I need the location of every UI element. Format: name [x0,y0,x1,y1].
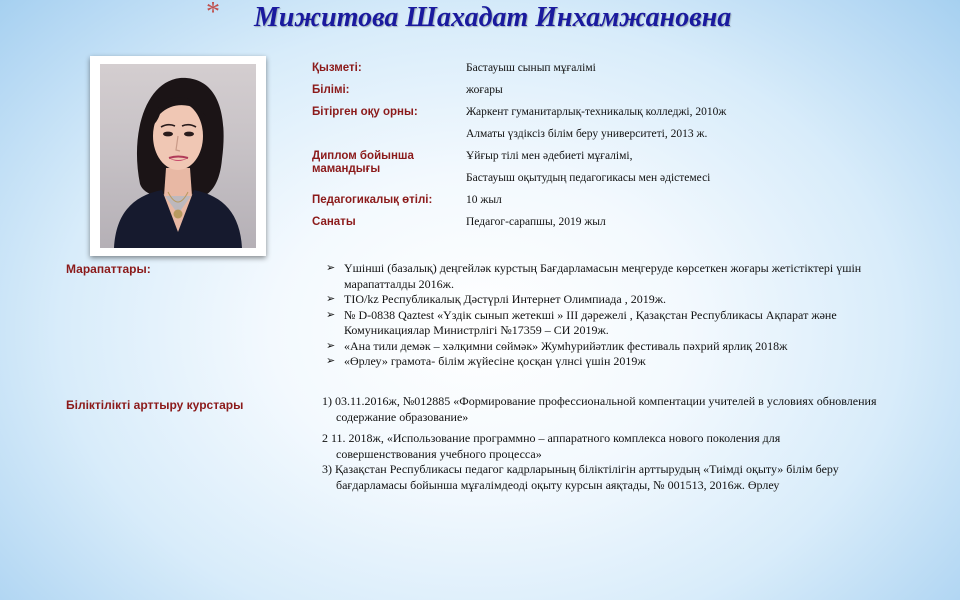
info-value: Ұйғыр тілі мен әдебиеті мұғалімі, [466,150,633,162]
list-item: ➢ «Ана тили демәк – хәлқимни сөймәк» Жумһурийәтлик фестиваль пәхрий ярлиқ 2018ж [326,338,788,353]
info-label: Бітірген оқу орны: [312,106,418,118]
awards-list [326,261,886,370]
info-label: Санаты [312,216,356,228]
info-label: Қызметі: [312,62,362,74]
info-value: 10 жыл [466,194,502,206]
courses-label: Біліктілікті арттыру курстары [66,398,244,412]
info-value: Бастауыш сынып мұғалімі [466,62,596,74]
info-value: Жаркент гуманитарлық-техникалық колледжі, 2010ж [466,106,727,118]
list-item: ➢ «Өрлеу» грамота- білім жүйесіне қосқан үлнсі үшін 2019ж [326,354,646,368]
info-row-education [312,84,782,97]
info-value-list [466,150,782,185]
list-item: ➢ ТІО/kz Республикалық Дәстүрлі Интернет Олимпиада , 2019ж. [326,292,667,306]
info-row-category [312,216,782,229]
info-label: Педагогикалық өтілі: [312,194,433,206]
info-value: жоғары [466,84,503,96]
list-item: 2 11. 2018ж, «Использование программно – аппаратного комплекса нового поколения для совершенствования учебного процесса» [322,431,781,461]
arrow-bullet-icon: ➢ [326,262,336,274]
info-value: Бастауыш оқытудың педагогикасы мен әдістемесі [466,172,711,184]
title-row [0,0,960,40]
list-item: ➢ Үшінші (базалық) деңгейләк курстың Бағдарламасын меңгеруде көрсеткен жоғары жетістіктері үшін марапатталды 2016ж. [326,261,862,291]
arrow-bullet-icon: ➢ [326,355,336,367]
arrow-bullet-icon: ➢ [326,339,336,352]
courses-list [322,394,882,493]
info-value-list [466,106,782,141]
portrait-frame [90,56,266,256]
info-row-institution [312,106,782,141]
info-row-specialty [312,150,782,185]
page-title: Мижитова Шахадат Инхамжановна [254,2,732,33]
info-value: Педагог-сарапшы, 2019 жыл [466,216,606,228]
list-item: 3) Қазақстан Республикасы педагог кадрларының біліктілігін арттырудың «Тиімді оқыту» білім беру бағдарламасы бойынша мұғалімдеоді оқыту курсын аяқтады, № 001513, 2016ж. Өрлеу [322,462,839,492]
info-table [312,62,782,229]
title-star: * [206,0,220,28]
info-row-experience [312,194,782,207]
list-item: 1) 03.11.2016ж, №012885 «Формирование профессиональной компентации учителей в условиях обновления содержание образование» [322,394,877,424]
info-label: Диплом бойынша мамандығы [312,150,414,175]
info-value: Алматы үздіксіз білім беру университеті, 2013 ж. [466,128,708,140]
portrait-photo [100,64,256,248]
awards-label: Марапаттары: [66,262,151,276]
list-item: ➢ № D-0838 Qaztest «Үздік сынып жетекші » ІІІ дәрежелі , Қазақстан Республикасы Ақпарат және Комуникациялар Министрлігі №17359 – СИ 2019ж. [326,307,837,337]
arrow-bullet-icon: ➢ [326,293,336,305]
info-label: Білімі: [312,84,350,96]
info-row-position [312,62,782,75]
arrow-bullet-icon: ➢ [326,308,336,321]
